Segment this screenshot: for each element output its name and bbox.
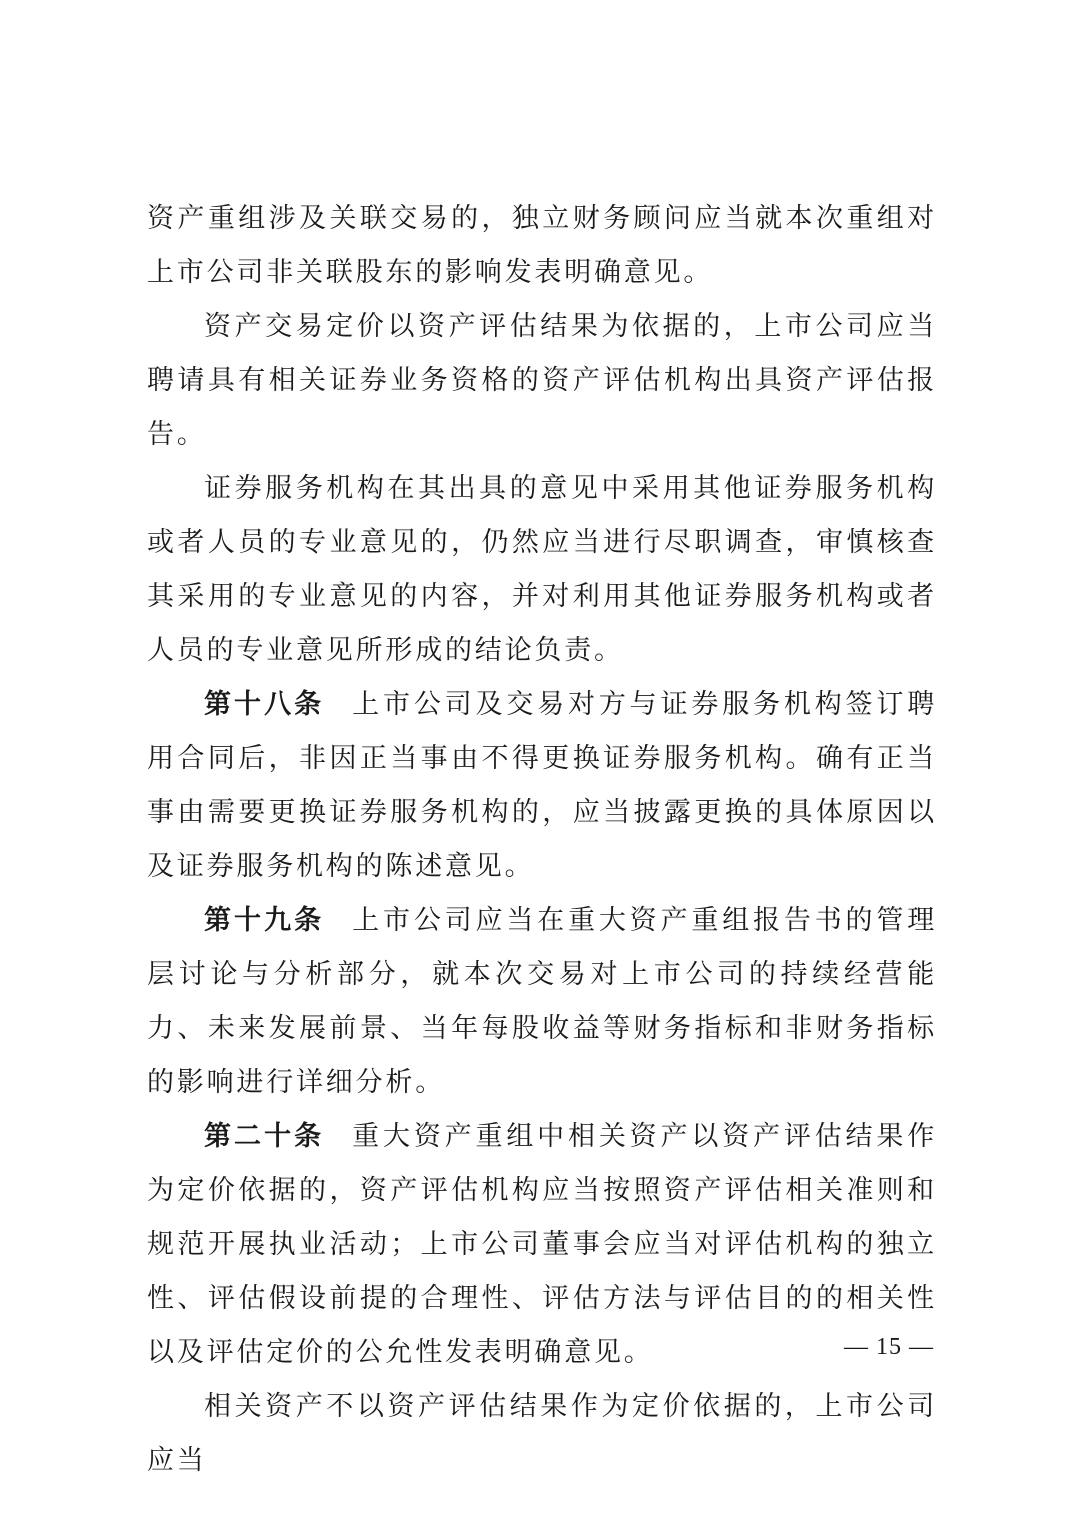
article-20: [147, 1110, 937, 1380]
article-19: [147, 894, 937, 1110]
paragraph: 证券服务机构在其出具的意见中采用其他证券服务机构或者人员的专业意见的，仍然应当进行尽职调查，审慎核查其采用的专业意见的内容，并对利用其他证券服务机构或者人员的专业意见所形成的结论负责。: [147, 473, 937, 666]
article-label: 第二十条: [204, 1121, 325, 1152]
paragraph: 资产交易定价以资产评估结果为依据的，上市公司应当聘请具有相关证券业务资格的资产评估机构出具资产评估报告。: [147, 311, 937, 450]
article-text: 上市公司应当在重大资产重组报告书的管理层讨论与分析部分，就本次交易对上市公司的持续经营能力、未来发展前景、当年每股收益等财务指标和非财务指标的影响进行详细分析。: [147, 905, 938, 1098]
document-body: [147, 192, 937, 1488]
article-18: [147, 678, 937, 894]
paragraph-continued: 资产重组涉及关联交易的，独立财务顾问应当就本次重组对上市公司非关联股东的影响发表明确意见。: [147, 203, 937, 288]
article-text: 重大资产重组中相关资产以资产评估结果作为定价依据的，资产评估机构应当按照资产评估相关准则和规范开展执业活动；上市公司董事会应当对评估机构的独立性、评估假设前提的合理性、评估方法与评估目的的相关性以及评估定价的公允性发表明确意见。: [147, 1121, 938, 1368]
page-number: — 15 —: [844, 1334, 934, 1360]
paragraph-truncated: 相关资产不以资产评估结果作为定价依据的，上市公司应当: [147, 1391, 937, 1476]
article-label: 第十八条: [204, 689, 325, 720]
article-label: 第十九条: [204, 905, 325, 936]
article-text: 上市公司及交易对方与证券服务机构签订聘用合同后，非因正当事由不得更换证券服务机构。确有正当事由需要更换证券服务机构的，应当披露更换的具体原因以及证券服务机构的陈述意见。: [147, 689, 938, 882]
